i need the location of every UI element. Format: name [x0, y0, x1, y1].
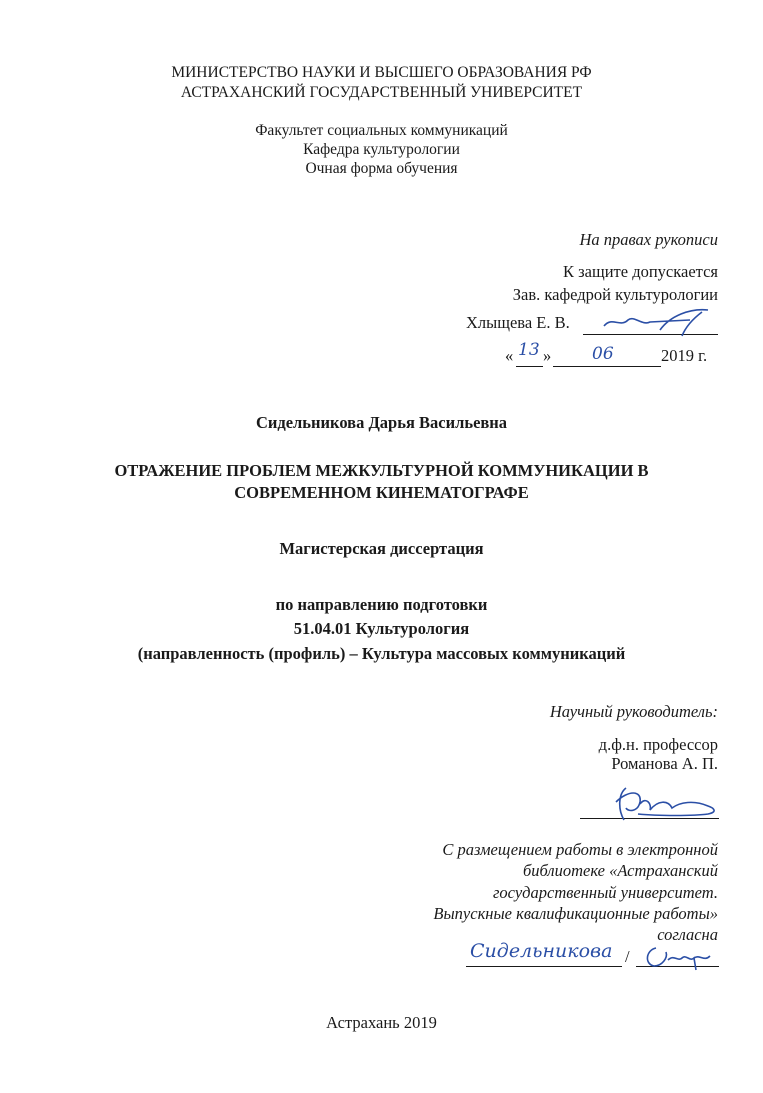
direction-code: 51.04.01 Культурология	[293, 619, 470, 638]
consent-line2: библиотеке «Астраханский	[522, 861, 718, 880]
university-name: АСТРАХАНСКИЙ ГОСУДАРСТВЕННЫЙ УНИВЕРСИТЕТ	[180, 84, 583, 101]
thesis-title-line2: СОВРЕМЕННОМ КИНЕМАТОГРАФЕ	[234, 483, 529, 502]
direction-profile: (направленность (профиль) – Культура массовых коммуникаций	[137, 644, 626, 663]
date-day: 13	[518, 340, 540, 360]
supervisor-signature	[598, 780, 723, 828]
author-name: Сидельникова Дарья Васильевна	[255, 413, 508, 432]
consent-signature-name-line	[466, 966, 622, 967]
direction-label: по направлению подготовки	[275, 595, 488, 614]
faculty-name: Факультет социальных коммуникаций	[255, 122, 508, 139]
day-line	[516, 366, 543, 367]
ministry-name: МИНИСТЕРСТВО НАУКИ И ВЫСШЕГО ОБРАЗОВАНИЯ РФ	[171, 64, 592, 81]
work-type: Магистерская диссертация	[279, 539, 484, 558]
month-line	[553, 366, 661, 367]
date-year: 2019 г.	[661, 346, 708, 365]
city-year: Астрахань 2019	[326, 1013, 437, 1032]
consent-separator: /	[625, 947, 630, 966]
date-quote-close: »	[543, 346, 552, 365]
date-month: 06	[592, 344, 614, 364]
supervisor-degree: д.ф.н. профессор	[598, 735, 718, 754]
department-name: Кафедра культурологии	[303, 141, 460, 158]
consent-line5: согласна	[657, 925, 718, 944]
head-title: Зав. кафедрой культурологии	[512, 285, 718, 304]
head-signature	[598, 306, 713, 338]
consent-handwritten-name: Сидельникова	[470, 940, 613, 962]
date-quote-open: «	[505, 346, 514, 365]
thesis-title-line1: ОТРАЖЕНИЕ ПРОБЛЕМ МЕЖКУЛЬТУРНОЙ КОММУНИКАЦИИ В	[114, 461, 649, 480]
supervisor-name: Романова А. П.	[611, 754, 718, 773]
supervisor-label: Научный руководитель:	[549, 702, 718, 721]
consent-signature	[638, 940, 718, 972]
consent-line4: Выпускные квалификационные работы»	[433, 904, 718, 923]
head-name: Хлыщева Е. В.	[466, 313, 570, 332]
admission-text: К защите допускается	[563, 262, 718, 281]
manuscript-note: На правах рукописи	[579, 230, 718, 249]
consent-line3: государственный университет.	[493, 883, 718, 902]
study-form: Очная форма обучения	[305, 160, 458, 177]
consent-line1: С размещением работы в электронной	[442, 840, 718, 859]
